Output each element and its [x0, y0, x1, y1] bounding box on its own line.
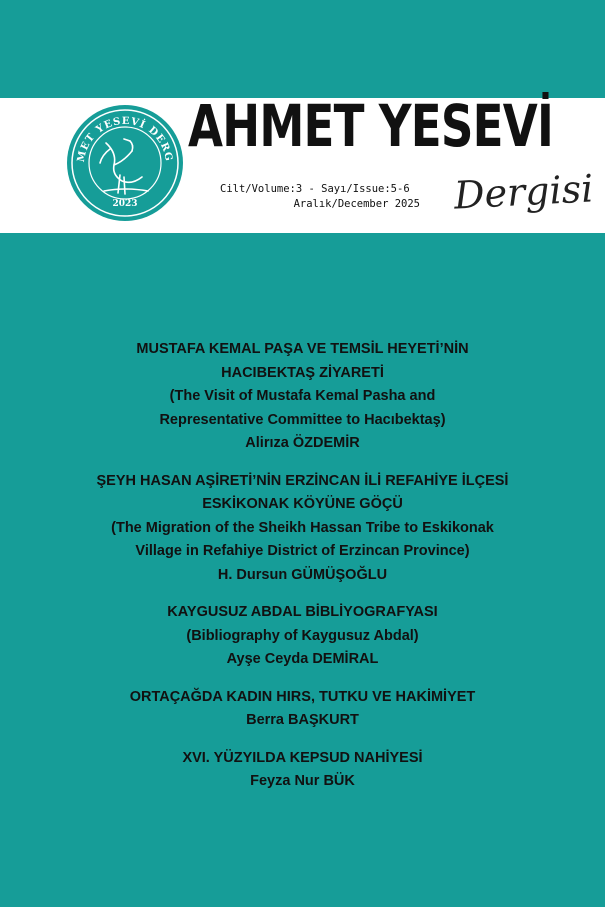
article-entry [20, 470, 585, 588]
article-translation-line: (The Visit of Mustafa Kemal Pasha and [169, 388, 436, 404]
article-entry [20, 747, 585, 794]
article-translation-line: Village in Refahiye District of Erzincan Province) [135, 543, 470, 559]
article-title-line: MUSTAFA KEMAL PAŞA VE TEMSİL HEYETİ’NİN [136, 341, 469, 357]
volume-issue: Cilt/Volume:3 - Sayı/Issue:5-6 [220, 183, 410, 195]
article-entry [20, 601, 585, 672]
article-title-line: ESKİKONAK KÖYÜNE GÖÇÜ [202, 496, 403, 512]
article-title-line: KAYGUSUZ ABDAL BİBLİYOGRAFYASI [167, 604, 438, 620]
article-title-line: ORTAÇAĞDA KADIN HIRS, TUTKU VE HAKİMİYET [129, 688, 476, 705]
seal-year: 2023 [112, 199, 138, 209]
article-entry [20, 338, 585, 456]
journal-seal [62, 103, 188, 223]
article-author: Ayşe Ceyda DEMİRAL [226, 651, 379, 667]
table-of-contents [20, 338, 585, 808]
article-author: Berra BAŞKURT [246, 712, 359, 728]
article-translation-line: Representative Committee to Hacıbektaş) [159, 411, 446, 428]
issue-date: Aralık/December 2025 [293, 198, 420, 210]
seal-arc-text: MET YESEVİ DERG [75, 115, 175, 164]
article-title-line: XVI. YÜZYILDA KEPSUD NAHİYESİ [182, 749, 423, 766]
article-title-line: ŞEYH HASAN AŞİRETİ’NİN ERZİNCAN İLİ REFAHİYE İLÇESİ [96, 472, 509, 489]
article-translation-line: (Bibliography of Kaygusuz Abdal) [186, 627, 419, 644]
article-author: Feyza Nur BÜK [250, 773, 355, 789]
journal-title: AHMET YESEVİ [188, 92, 554, 160]
article-author: Alirıza ÖZDEMİR [245, 435, 360, 451]
article-title-line: HACIBEKTAŞ ZİYARETİ [221, 364, 384, 381]
article-author: H. Dursun GÜMÜŞOĞLU [217, 566, 388, 583]
article-translation-line: (The Migration of the Sheikh Hassan Tribe to Eskikonak [111, 519, 494, 536]
journal-subtitle: Dergisi [452, 166, 595, 218]
article-entry [20, 686, 585, 733]
seal-emblem-icon [62, 103, 188, 223]
